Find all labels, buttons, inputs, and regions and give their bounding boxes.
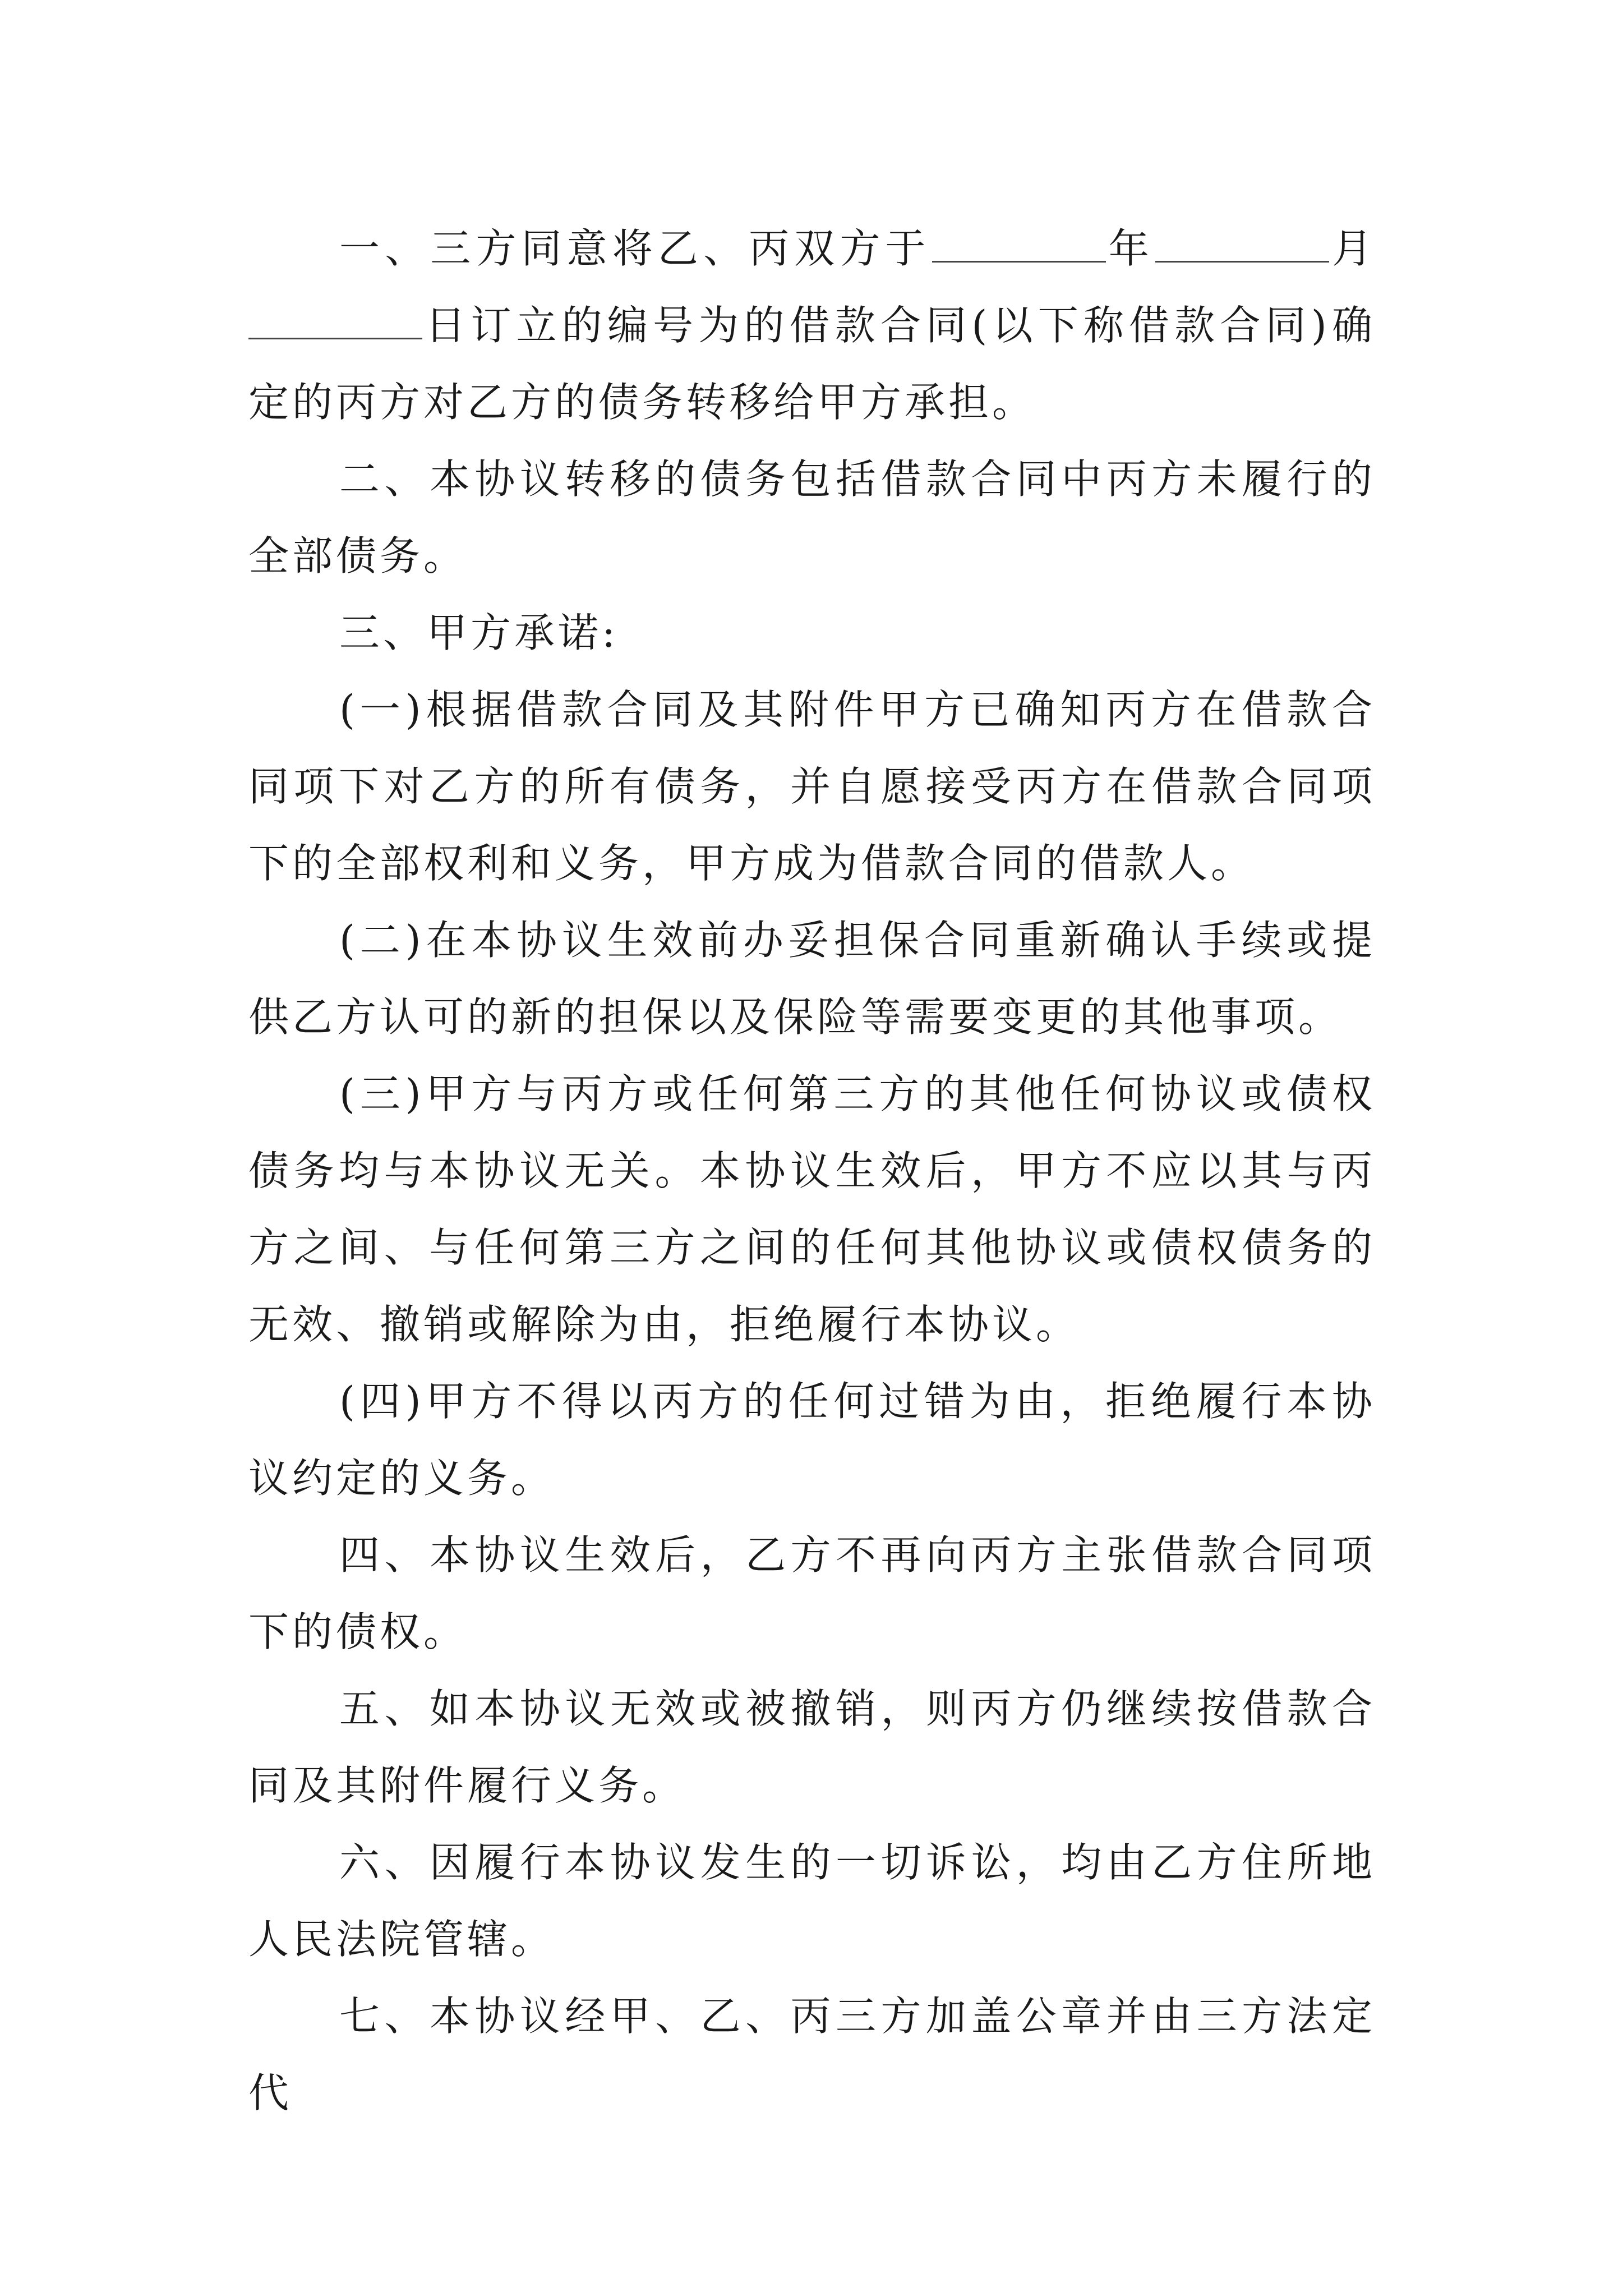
clause-7: 七、本协议经甲、乙、丙三方加盖公章并由三方法定代 — [248, 1993, 1376, 2116]
clause-3-item-2: (二)在本协议生效前办妥担保合同重新确认手续或提供乙方认可的新的担保以及保险等需要变更的其他事项。 — [248, 917, 1376, 1041]
clause-1-text-c: 月 — [1330, 225, 1376, 272]
clause-3-item-3: (三)甲方与丙方或任何第三方的其他任何协议或债权债务均与本协议无关。本协议生效后，甲方不应以其与丙方之间、与任何第三方之间的任何其他协议或债权债务的无效、撤销或解除为由，拒绝履行本协议。 — [248, 1070, 1376, 1348]
month-blank — [1155, 224, 1329, 263]
clause-3-item-1: (一)根据借款合同及其附件甲方已确知丙方在借款合同项下对乙方的所有债务，并自愿接受丙方在借款合同项下的全部权利和义务，甲方成为借款合同的借款人。 — [248, 686, 1376, 887]
clause-1-text-a: 一、三方同意将乙、丙双方于 — [339, 225, 931, 272]
clause-1-text-d: 日订立的编号为的借款合同(以下称借款合同)确定的丙方对乙方的债务转移给甲方承担。 — [248, 302, 1376, 426]
clause-3-item-4: (四)甲方不得以丙方的任何过错为由，拒绝履行本协议约定的义务。 — [248, 1378, 1376, 1502]
clause-3-heading: 三、甲方承诺: — [339, 609, 619, 656]
clause-2: 二、本协议转移的债务包括借款合同中丙方未履行的全部债务。 — [248, 455, 1376, 579]
clause-1 — [248, 210, 1376, 441]
clause-6: 六、因履行本协议发生的一切诉讼，均由乙方住所地人民法院管辖。 — [248, 1839, 1376, 1963]
year-blank — [932, 224, 1106, 263]
document-body — [248, 210, 1376, 2132]
day-blank — [248, 301, 422, 339]
clause-4: 四、本协议生效后，乙方不再向丙方主张借款合同项下的债权。 — [248, 1531, 1376, 1655]
clause-5: 五、如本协议无效或被撤销，则丙方仍继续按借款合同及其附件履行义务。 — [248, 1685, 1376, 1809]
clause-1-text-b: 年 — [1106, 225, 1154, 272]
